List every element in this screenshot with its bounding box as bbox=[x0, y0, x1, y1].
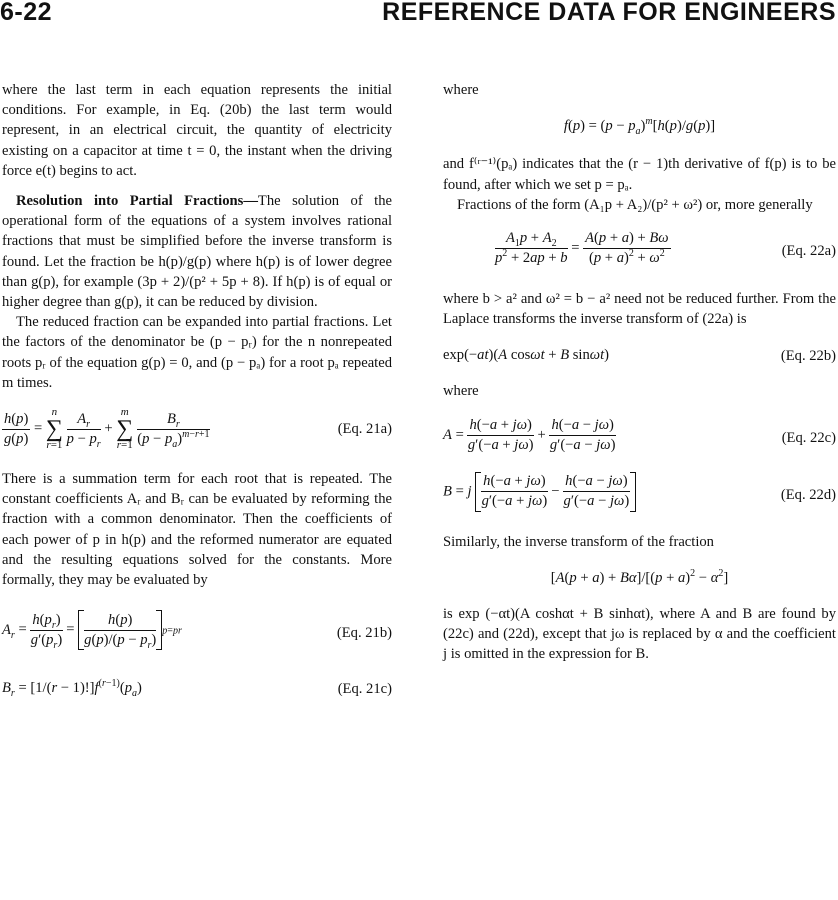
where-label-1: where bbox=[443, 82, 479, 98]
page-number: 6-22 bbox=[0, 0, 53, 26]
equation-number-22d: (Eq. 22d) bbox=[780, 486, 836, 503]
where-label-2: where bbox=[443, 383, 479, 400]
paragraph-summation-term: There is a summation term for each root that is repeated. The constant coefficients Aᵣ and Bᵣ can be evaluated by reforming the fraction with a common denominator. Then the coefficients of each power of p in h(p) and the reformed numerator are equated and the resulting equations solved for the constants. More formally, they may be evaluated by bbox=[2, 471, 392, 589]
equation-22c: A = $\frac{h(-a + j\omega)}{g'(-a + j\omega)}$ + $\frac{h(-a - j\omega)}{g'(-a - j\omega)}$ (Eq. 22c) bbox=[443, 416, 836, 453]
equation-22a: $\frac{A_1p + A_2}{p^2 + 2ap + b}$ = $\frac{A(p + a) + B\omega}{(p + a)^2 + \omega^2}$ (Eq. 22a) bbox=[495, 230, 836, 267]
paragraph-similarly: Similarly, the inverse transform of the fraction bbox=[443, 533, 714, 550]
equation-21b: $A_r$ = $\frac{h(p_r)}{g'(p_r)}$ = $\frac{h(p)}{g(p)/(p - p_r)}$ p=pr (Eq. 21b) bbox=[2, 611, 392, 651]
paragraph-inverse-hyperbolic: is exp (−αt)(A coshαt + B sinhαt), where A and B are found by (22c) and (22d), except that jω is replaced by α and the coefficient j is omitted in the expression for B. bbox=[443, 606, 836, 663]
equation-f-of-p: $f(p) = (p - p_a)^m[h(p)/g(p)]$ bbox=[563, 116, 716, 138]
equation-22b: exp(−at)(A cosωt + B sinωt) (Eq. 22b) bbox=[443, 345, 836, 367]
equation-number-22c: (Eq. 22c) bbox=[781, 429, 836, 446]
equation-21c: $B_r = [1/(r - 1)!]f^{(r-1)}(p_a)$ (Eq. 21c) bbox=[2, 678, 392, 700]
equation-number-22b: (Eq. 22b) bbox=[780, 348, 836, 365]
equation-fraction-alpha: $[A(p + a) + B\alpha]/[(p + a)^2 - \alpha^2]$ bbox=[550, 567, 729, 586]
paragraph-derivative: and f⁽ʳ⁻¹⁾(pₐ) indicates that the (r − 1)th derivative of f(p) is to be found, after which we set p = pₐ. bbox=[443, 156, 836, 193]
page-header bbox=[0, 0, 838, 24]
running-title: REFERENCE DATA FOR ENGINEERS bbox=[382, 0, 836, 26]
paragraph-fractions-of-form: Fractions of the form (A₁p + A₂)/(p² + ω²) or, more generally bbox=[457, 196, 813, 213]
section-heading: Resolution into Partial Fractions— bbox=[16, 193, 258, 210]
equation-22d: B = j $\frac{h(-a + j\omega)}{g'(-a + j\omega)}$ − $\frac{h(-a - j\omega)}{g'(-a - j\omega)}$ (Eq. 22d) bbox=[443, 472, 836, 518]
equation-number-21a: (Eq. 21a) bbox=[337, 420, 392, 437]
paragraph-reduced-fraction: The reduced fraction can be expanded into partial fractions. Let the factors of the denominator be (p − pᵣ) for the n nonrepeated roots pᵣ of the equation g(p) = 0, and (p − pₐ) for a root pₐ repeated m times. bbox=[2, 314, 392, 391]
equation-number-22a: (Eq. 22a) bbox=[781, 242, 836, 259]
right-column bbox=[443, 80, 836, 665]
paragraph-laplace: where b > a² and ω² = b − a² need not be reduced further. From the Laplace transforms the inverse transform of (22a) is bbox=[443, 291, 836, 328]
equation-number-21c: (Eq. 21c) bbox=[337, 681, 392, 698]
paragraph-partial-fractions: Resolution into Partial Fractions—The solution of the operational form of the equations of a system involves rational fractions that must be simplified before the inverse transform is found. Let the fraction be h(p)/g(p) where h(p) is of lower degree than g(p), for example (3p + 2)/(p² + 5p + 8). If h(p) is of equal or higher degree than g(p), it can be reduced by division. bbox=[2, 193, 392, 311]
equation-21a: $\frac{h(p)}{g(p)}$ = n ∑ r=1 $\frac{A_r}{p - p_r}$ + m ∑ r=1 $\frac{B_r}{(p - p_a)^{m-r+1}}$ (Eq. 21a) bbox=[4, 406, 392, 452]
left-column bbox=[2, 80, 392, 700]
paragraph-initial-conditions: where the last term in each equation represents the initial conditions. For example, in Eq. (20b) the last term would represent, in an electrical circuit, the quantity of electricity existing on a capacitor at time t = 0, the instant when the driving force e(t) begins to act. bbox=[2, 82, 392, 179]
equation-number-21b: (Eq. 21b) bbox=[336, 625, 392, 642]
